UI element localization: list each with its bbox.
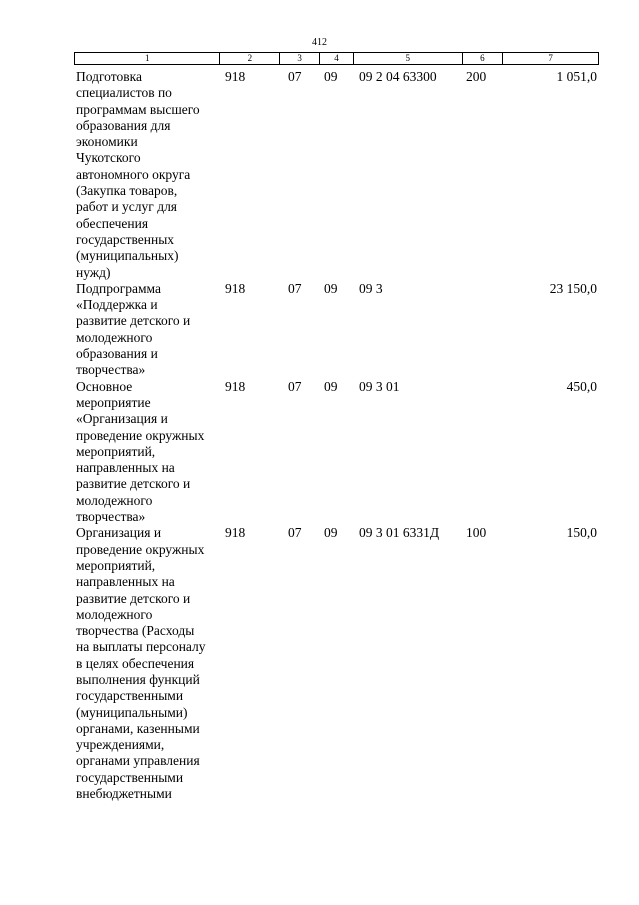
ministry-code-cell: 918 (225, 69, 246, 84)
ministry-code-cell: 918 (225, 525, 246, 541)
row-name-line: (муниципальных) (76, 248, 179, 264)
row-name-line: творчества» (76, 362, 146, 378)
amount-cell: 23 150,0 (549, 280, 597, 296)
section-code-cell: 07 (288, 525, 302, 541)
subsection-code-cell: 09 (324, 69, 338, 84)
row-name-line: нужд) (76, 264, 111, 280)
row-name-line: образования и (76, 346, 158, 362)
row-name-line: развитие детского и (76, 313, 191, 329)
row-name-line: работ и услуг для (76, 199, 178, 215)
row-name-line: мероприятий, (76, 443, 156, 459)
row-name-line: мероприятие (76, 394, 151, 410)
row-name-line: молодежного (76, 606, 153, 622)
table-row (74, 69, 599, 281)
row-name-line: «Поддержка и (76, 297, 158, 313)
table-header (74, 52, 599, 65)
amount-cell: 450,0 (566, 378, 597, 394)
table-row (74, 525, 599, 802)
row-name-line: специалистов по (76, 85, 172, 101)
row-name-cell (74, 281, 223, 379)
table-row (74, 379, 599, 526)
subsection-code-cell: 09 (324, 280, 338, 296)
page-number: 412 (312, 37, 327, 48)
row-name-line: автономного округа (76, 166, 191, 182)
row-name-line: проведение окружных (76, 427, 205, 443)
row-name-line: творчества (Расходы (76, 623, 195, 639)
row-name-line: Чукотского (76, 150, 141, 166)
row-name-line: государственных (76, 231, 175, 247)
expense-type-cell (463, 281, 504, 379)
expense-type-cell: 200 (466, 69, 487, 84)
column-number-5: 5 (354, 53, 463, 64)
target-article-cell: 09 3 01 (359, 378, 400, 394)
row-name-line: «Организация и (76, 411, 168, 427)
row-name-line: (муниципальными) (76, 704, 188, 720)
row-name-cell (74, 69, 223, 281)
row-name-line: экономики (76, 134, 138, 150)
ministry-code-cell: 918 (225, 378, 246, 394)
row-name-line: мероприятий, (76, 557, 156, 573)
row-name-line: на выплаты персоналу (76, 639, 206, 655)
target-article-cell: 09 3 (359, 280, 383, 296)
row-name-line: обеспечения (76, 215, 149, 231)
row-name-line: направленных на (76, 574, 175, 590)
row-name-line: развитие детского и (76, 476, 191, 492)
row-name-line: Организация и (76, 525, 162, 541)
row-name-line: в целях обеспечения (76, 655, 195, 671)
row-name-line: программам высшего (76, 101, 200, 117)
subsection-code-cell: 09 (324, 378, 338, 394)
row-name-line: молодежного (76, 329, 153, 345)
row-name-line: Основное (76, 378, 133, 394)
row-name-line: органами, казенными (76, 720, 200, 736)
row-name-line: Подготовка (76, 69, 142, 84)
subsection-code-cell: 09 (324, 525, 338, 541)
row-name-line: направленных на (76, 460, 175, 476)
column-number-6: 6 (463, 53, 504, 64)
target-article-cell: 09 2 04 63300 (359, 69, 437, 84)
table-row (74, 281, 599, 379)
row-name-line: творчества» (76, 509, 146, 525)
ministry-code-cell: 918 (225, 280, 246, 296)
section-code-cell: 07 (288, 280, 302, 296)
row-name-line: (Закупка товаров, (76, 183, 178, 199)
section-code-cell: 07 (288, 69, 302, 84)
amount-cell: 1 051,0 (556, 69, 597, 84)
row-name-line: образования для (76, 117, 171, 133)
row-name-line: внебюджетными (76, 786, 172, 802)
expense-type-cell: 100 (466, 525, 487, 541)
row-name-cell (74, 525, 223, 802)
row-name-line: учреждениями, (76, 737, 165, 753)
row-name-line: выполнения функций (76, 671, 200, 687)
row-name-line: проведение окружных (76, 541, 205, 557)
column-number-2: 2 (220, 53, 280, 64)
row-name-line: государственными (76, 688, 184, 704)
row-name-line: государственными (76, 769, 184, 785)
row-name-line: Подпрограмма (76, 280, 161, 296)
row-name-cell (74, 379, 223, 526)
row-name-line: молодежного (76, 492, 153, 508)
column-number-7: 7 (548, 53, 553, 63)
target-article-cell: 09 3 01 6331Д (359, 525, 440, 541)
row-name-line: развитие детского и (76, 590, 191, 606)
column-number-3: 3 (280, 53, 320, 64)
row-name-line: органами управления (76, 753, 200, 769)
column-number-4: 4 (320, 53, 354, 64)
amount-cell: 150,0 (566, 525, 597, 541)
expense-type-cell (463, 379, 504, 526)
section-code-cell: 07 (288, 378, 302, 394)
column-number-1: 1 (75, 53, 220, 64)
table-body (74, 69, 599, 802)
